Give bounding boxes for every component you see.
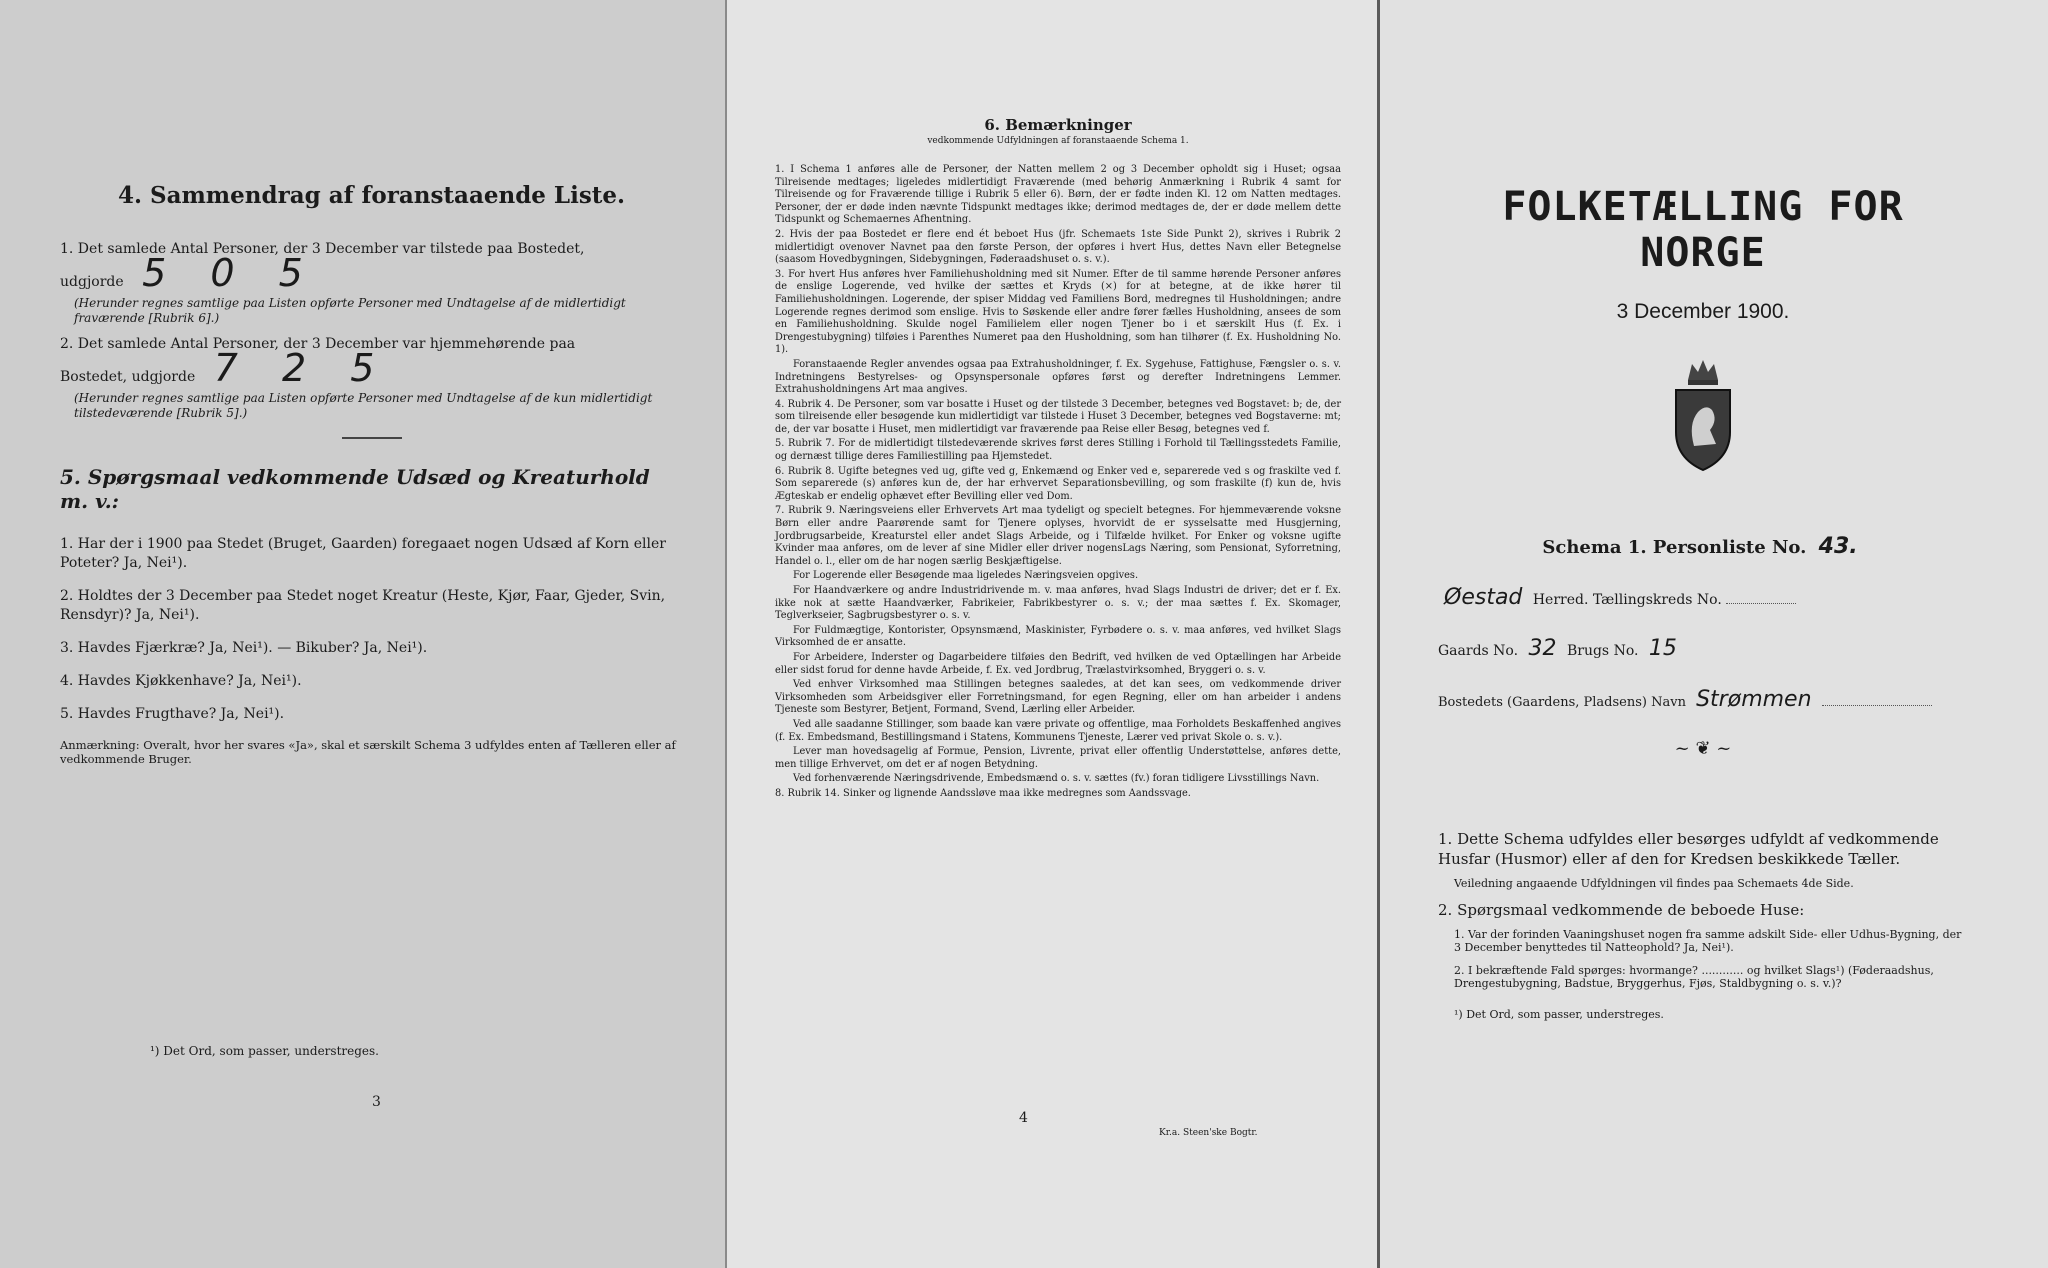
remark-item: 8. Rubrik 14. Sinker og lignende Aandssløve maa ikke medregnes som Aandssvage.	[775, 787, 1191, 799]
q1-answer-row	[60, 251, 683, 295]
remark-item: Lever man hovedsagelig af Formue, Pension, Livrente, privat eller offentlig Understøttelse, anføres dette, men tillige Erhvervet, om det er af nogen Betydning.	[775, 746, 1341, 770]
remark-item: 5. Rubrik 7. For de midlertidigt tilstedeværende skrives først deres Stilling i Forhold til Tællingsstedets Familie, og dernæst tillige deres Familiestilling paa Hjemstedet.	[775, 438, 1341, 463]
bosted-blank	[1822, 705, 1932, 706]
ornament-divider: ~ ❦ ~	[1674, 738, 1732, 759]
q1-handwritten-value: 5 0 5	[142, 251, 319, 295]
remarks-list	[775, 164, 1341, 801]
bosted-row	[1438, 687, 1968, 712]
instruction-1: 1. Dette Schema udfyldes eller besørges udfyldt af vedkommende Husfar (Husmor) eller af den for Kredsen beskikkede Tæller.	[1438, 830, 1939, 868]
q5-3: 3. Havdes Fjærkræ? Ja, Nei¹). — Bikuber? Ja, Nei¹).	[60, 640, 428, 656]
bosted-value: Strømmen	[1696, 687, 1812, 712]
remark-item: Foranstaaende Regler anvendes ogsaa paa Extrahusholdninger, f. Ex. Sygehuse, Fattighuse, Fængsler o. s. v. Indretningens Bestyrelses- og Opsynspersonale opføres først og derefter Indretningens Lemmer. Extrahusholdningens Art maa angives.	[775, 358, 1341, 396]
page-1	[1377, 0, 2048, 1268]
brugs-value: 15	[1648, 636, 1677, 661]
taellingskreds-blank	[1726, 603, 1796, 604]
herred-label: Herred. Tællingskreds No.	[1532, 592, 1722, 608]
remark-item: 6. Rubrik 8. Ugifte betegnes ved ug, gifte ved g, Enkemænd og Enker ved e, separerede ved s og fraskilte ved f. Som separerede (s) anføres kun de, der har erhvervet Separationsbevilling, og som fraskilte (f) kun de, hvis Ægteskab er endelig ophævet efter Bevilling eller ved Dom.	[775, 465, 1341, 502]
brugs-label: Brugs No.	[1566, 643, 1639, 659]
remark-item: Ved enhver Virksomhed maa Stillingen betegnes saaledes, at det kan sees, om vedkommende driver Virksomheden som Arbeidsgiver eller Forretningsmand, for egen Regning, eller om han arbeider i andens Tjeneste som Bestyrer, Betjent, Formand, Svend, Lærling eller Arbeider.	[775, 679, 1341, 716]
coat-of-arms-icon	[1668, 354, 1738, 474]
gaards-value: 32	[1528, 636, 1557, 661]
q1-prefix: udgjorde	[60, 274, 124, 290]
remark-item: 2. Hvis der paa Bostedet er flere end ét beboet Hus (jfr. Schemaets 1ste Side Punkt 2), skrives i Rubrik 2 midlertidigt ovenover Navnet paa den første Person, der opføres i hvert Hus, dettes Navn eller Betegnelse (saasom Hovedbygningen, Sidebygningen, Føderaadshuset o. s. v.).	[775, 228, 1341, 266]
remark-item: For Fuldmægtige, Kontorister, Opsynsmænd, Maskinister, Fyrbødere o. s. v. maa anføres, ved hvilket Slags Virksomhed de er ansatte.	[775, 624, 1341, 649]
section-5-title: 5. Spørgsmaal vedkommende Udsæd og Kreaturhold m. v.:	[60, 465, 650, 513]
q1-text: 1. Det samlede Antal Personer, der 3 December var tilstede paa Bostedet,	[60, 241, 585, 257]
personliste-number: 43.	[1818, 534, 1858, 559]
page-number: 4	[1019, 1110, 1028, 1126]
remarks-subtitle: vedkommende Udfyldningen af foranstaaende Schema 1.	[927, 136, 1189, 146]
schema-label: Schema 1. Personliste No.	[1542, 537, 1807, 558]
q5-2: 2. Holdtes der 3 December paa Stedet noget Kreatur (Heste, Kjør, Faar, Gjeder, Svin, Rensdyr)? Ja, Nei¹).	[60, 588, 666, 623]
gaards-row	[1438, 636, 1968, 661]
census-date: 3 December 1900.	[1616, 300, 1790, 323]
divider-rule	[342, 437, 402, 439]
q2-handwritten-value: 7 2 5	[213, 346, 391, 390]
q2-note: (Herunder regnes samtlige paa Listen opførte Personer med Undtagelse af de kun midlertidigt tilstedeværende [Rubrik 5].)	[74, 391, 653, 420]
census-title: FOLKETÆLLING FOR NORGE	[1502, 184, 1904, 276]
remark-item: For Arbeidere, Inderster og Dagarbeidere tilføies den Bedrift, ved hvilken de ved Optællingen har Arbeide eller sidst forud for denne havde Arbeide, f. Ex. ved Jordbrug, Trælastvirksomhed, Bryggeri o. s. v.	[775, 651, 1341, 676]
q2-answer-row	[60, 346, 683, 390]
section-4-title: 4. Sammendrag af foranstaaende Liste.	[117, 182, 626, 209]
remark-item: For Haandværkere og andre Industridrivende m. v. maa anføres, hvad Slags Industri de driver; det er f. Ex. ikke nok at sætte Haandværker, Fabrikeier, Fabrikbestyrer o. s. v.; der maa sættes f. Ex. Skomager, Teglverkseier, Sagbrugsbestyrer o. s. v.	[775, 585, 1341, 622]
instruction-2-2: 2. I bekræftende Fald spørges: hvormange? ............ og hvilket Slags¹) (Føderaadshus, Drengestubygning, Badstue, Bryggerhus, Fjøs, Staldbygning o. s. v.)?	[1454, 964, 1934, 990]
anmerkning: Anmærkning: Overalt, hvor her svares «Ja», skal et særskilt Schema 3 udfyldes enten af Tælleren eller af vedkommende Bruger.	[60, 738, 676, 766]
gaards-label: Gaards No.	[1438, 643, 1519, 659]
page-number: 3	[372, 1094, 381, 1110]
remark-item: 7. Rubrik 9. Næringsveiens eller Erhvervets Art maa tydeligt og specielt betegnes. For hjemmeværende voksne Børn eller andre Paarørende samt for Tjenere oplyses, hvorvidt de er sysselsatte med Husgjerning, Jordbrugsarbeide, Kreaturstel eller andet Slags Arbeide, og i Tilfælde hvilket. For Enker og voksne ugifte Kvinder maa anføres, om de lever af sine Midler eller driver nogensLags Næring, som Pensionat, Syforretning, Handel o. l., eller om de har nogen særlig Beskjæftigelse.	[775, 505, 1341, 567]
q5-1: 1. Har der i 1900 paa Stedet (Bruget, Gaarden) foregaaet nogen Udsæd af Korn eller Poteter? Ja, Nei¹).	[60, 536, 666, 571]
footnote: ¹) Det Ord, som passer, understreges.	[150, 1044, 379, 1058]
instruction-2-1: 1. Var der forinden Vaaningshuset nogen fra samme adskilt Side- eller Udhus-Bygning, der 3 December benyttedes til Natteophold? Ja, Nei¹).	[1454, 928, 1962, 954]
herred-value: Øestad	[1444, 585, 1523, 610]
page-4	[725, 0, 1377, 1268]
q5-5: 5. Havdes Frugthave? Ja, Nei¹).	[60, 706, 285, 722]
footnote: ¹) Det Ord, som passer, understreges.	[1454, 1008, 1664, 1021]
printer-credit: Kr.a. Steen'ske Bogtr.	[1159, 1128, 1258, 1138]
herred-row	[1438, 585, 1968, 610]
remark-item: Ved forhenværende Næringsdrivende, Embedsmænd o. s. v. sættes (fv.) foran tidligere Livsstillings Navn.	[793, 773, 1320, 785]
bosted-label: Bostedets (Gaardens, Pladsens) Navn	[1438, 695, 1686, 710]
remark-item: For Logerende eller Besøgende maa ligeledes Næringsveien opgives.	[793, 570, 1139, 582]
page-3	[0, 0, 725, 1268]
remark-item: 4. Rubrik 4. De Personer, som var bosatte i Huset og der tilstede 3 December, betegnes ved Bogstavet: b; de, der som tilreisende eller besøgende kun midlertidigt var tilstede i Huset 3 December, betegnes ved Bogstaverne: mt; de, der var bosatte i Huset, men midlertidigt var fraværende paa Reise eller Besøg, betegnes ved f.	[775, 398, 1341, 435]
q5-4: 4. Havdes Kjøkkenhave? Ja, Nei¹).	[60, 673, 302, 689]
instruction-1-note: Veiledning angaaende Udfyldningen vil findes paa Schemaets 4de Side.	[1454, 877, 1854, 890]
remark-item: 1. I Schema 1 anføres alle de Personer, der Natten mellem 2 og 3 December opholdt sig i Huset; ogsaa Tilreisende medtages; ligeledes midlertidigt Fraværende (med behørig Anmærkning i Rubrik 4 samt for Tilreisende og for Fraværende tillige i Rubrik 5 eller 6). Børn, der er fødte inden Kl. 12 om Natten medtages. Personer, der er døde inden nævnte Tidspunkt medtages ikke; derimod medtages de, der er døde mellem dette Tidspunkt og Schemaernes Afhentning.	[775, 164, 1341, 226]
q2-text: 2. Det samlede Antal Personer, der 3 December var hjemmehørende paa	[60, 336, 576, 352]
remark-item: Ved alle saadanne Stillinger, som baade kan være private og offentlige, maa Forholdets Beskaffenhed angives (f. Ex. Embedsmand, Bestillingsmand i Statens, Kommunens Tjeneste, Lærer ved privat Skole o. s. v.).	[775, 718, 1341, 743]
schema-row	[1438, 534, 1968, 559]
q1-note: (Herunder regnes samtlige paa Listen opførte Personer med Undtagelse af de midlertidigt fraværende [Rubrik 6].)	[74, 296, 626, 325]
q2-prefix: Bostedet, udgjorde	[60, 369, 196, 385]
instruction-2: 2. Spørgsmaal vedkommende de beboede Huse:	[1438, 901, 1805, 919]
remarks-title: 6. Bemærkninger	[984, 116, 1132, 134]
remark-item: 3. For hvert Hus anføres hver Familiehusholdning med sit Numer. Efter de til samme hørende Personer anføres de enslige Logerende, ved hvilke der sættes et Kryds (×) for at betegne, at de ikke hører til Familiehusholdningen. Logerende, der spiser Middag ved Familiens Bord, medregnes til Husholdningen; andre Logerende regnes derimod som enslige. Hvis to Søskende eller andre fører fælles Husholdning, ansees de som en Familiehusholdning. Skulde nogel Familielem eller nogen Tjener bo i et særskilt Hus (f. Ex. i Drengestubygning) tilføies i Parenthes Numeret paa den Husholdning, som han tilhører (f. Ex. Husholdning No. 1).	[775, 268, 1341, 356]
